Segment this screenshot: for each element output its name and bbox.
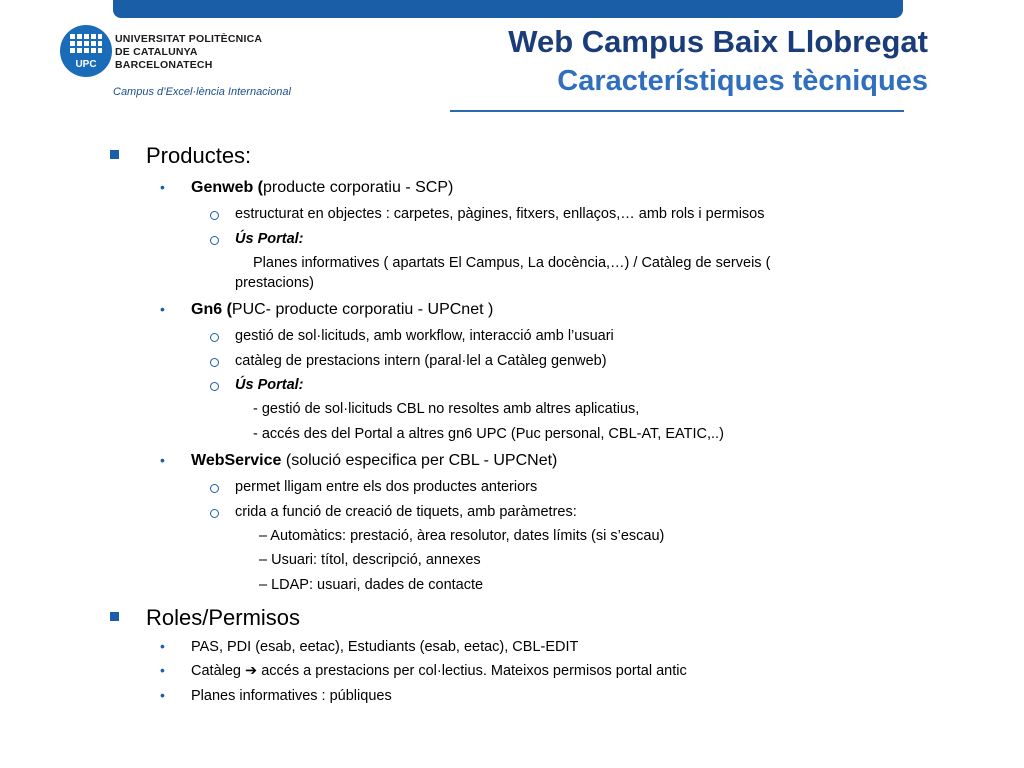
heading-productes: Productes: bbox=[146, 143, 252, 168]
dot-bullet-icon: • bbox=[160, 179, 165, 195]
item-gn6 bbox=[191, 301, 493, 319]
item-webservice bbox=[191, 452, 557, 470]
webservice-label: WebService bbox=[191, 452, 282, 469]
circle-bullet-icon bbox=[210, 236, 219, 245]
logo-line-1: UNIVERSITAT POLITÈCNICA bbox=[115, 33, 263, 45]
webservice-text: (solució especifica per CBL - UPCNet) bbox=[281, 452, 558, 469]
roles-item-3: Planes informatives : públiques bbox=[191, 688, 392, 704]
webservice-sub-1: permet lligam entre els dos productes anteriors bbox=[235, 479, 538, 495]
heading-roles: Roles/Permisos bbox=[146, 605, 301, 630]
genweb-label: Genweb ( bbox=[191, 179, 264, 196]
gn6-dash-2: - accés des del Portal a altres gn6 UPC (Puc personal, CBL-AT, EATIC,..) bbox=[253, 426, 724, 442]
dot-bullet-icon: • bbox=[160, 638, 165, 654]
webservice-param-3: – LDAP: usuari, dades de contacte bbox=[259, 577, 484, 593]
circle-bullet-icon bbox=[210, 358, 219, 367]
gn6-us-portal: Ús Portal: bbox=[235, 377, 304, 393]
slide-subtitle: Característiques tècniques bbox=[557, 65, 928, 97]
campus-tagline: Campus d’Excel·lència Internacional bbox=[113, 86, 291, 98]
gn6-sub-1: gestió de sol·licituds, amb workflow, interacció amb l’usuari bbox=[235, 328, 614, 344]
circle-bullet-icon bbox=[210, 211, 219, 220]
webservice-param-2: – Usuari: títol, descripció, annexes bbox=[259, 552, 481, 568]
dot-bullet-icon: • bbox=[160, 301, 165, 317]
dot-bullet-icon: • bbox=[160, 687, 165, 703]
roles-item-2 bbox=[191, 663, 687, 679]
gn6-label: Gn6 ( bbox=[191, 301, 232, 318]
roles-item-2-a: Catàleg bbox=[191, 663, 246, 679]
genweb-planes-line-1: Planes informatives ( apartats El Campus, La docència,…) / Catàleg de serveis ( bbox=[253, 255, 771, 271]
gn6-text: PUC- producte corporatiu - UPCnet ) bbox=[231, 301, 494, 318]
roles-item-1: PAS, PDI (esab, eetac), Estudiants (esab, eetac), CBL-EDIT bbox=[191, 639, 579, 655]
dot-bullet-icon: • bbox=[160, 452, 165, 468]
genweb-us-portal: Ús Portal: bbox=[235, 231, 304, 247]
roles-item-2-b: accés a prestacions per col·lectius. Mateixos permisos portal antic bbox=[257, 663, 687, 679]
gn6-dash-1: - gestió de sol·licituds CBL no resoltes amb altres aplicatius, bbox=[253, 401, 640, 417]
arrow-right-icon: ➔ bbox=[245, 663, 258, 679]
logo-text: UPC bbox=[75, 59, 97, 70]
genweb-planes-line-2: prestacions) bbox=[235, 275, 314, 291]
gn6-sub-2: catàleg de prestacions intern (paral·lel a Catàleg genweb) bbox=[235, 353, 607, 369]
genweb-sub-1: estructurat en objectes : carpetes, pàgines, fitxers, enllaços,… amb rols i permisos bbox=[235, 206, 765, 222]
square-bullet-icon bbox=[110, 150, 119, 159]
circle-bullet-icon bbox=[210, 382, 219, 391]
logo-line-2: DE CATALUNYA bbox=[115, 46, 198, 58]
item-genweb bbox=[191, 179, 453, 197]
circle-bullet-icon bbox=[210, 484, 219, 493]
genweb-text: producte corporatiu - SCP) bbox=[263, 179, 454, 196]
webservice-param-1: – Automàtics: prestació, àrea resolutor, dates límits (si s’escau) bbox=[259, 528, 665, 544]
slide-title: Web Campus Baix Llobregat bbox=[508, 24, 928, 59]
square-bullet-icon bbox=[110, 612, 119, 621]
logo-line-3: BARCELONATECH bbox=[115, 59, 213, 71]
webservice-sub-2: crida a funció de creació de tiquets, amb paràmetres: bbox=[235, 504, 577, 520]
circle-bullet-icon bbox=[210, 509, 219, 518]
circle-bullet-icon bbox=[210, 333, 219, 342]
dot-bullet-icon: • bbox=[160, 662, 165, 678]
